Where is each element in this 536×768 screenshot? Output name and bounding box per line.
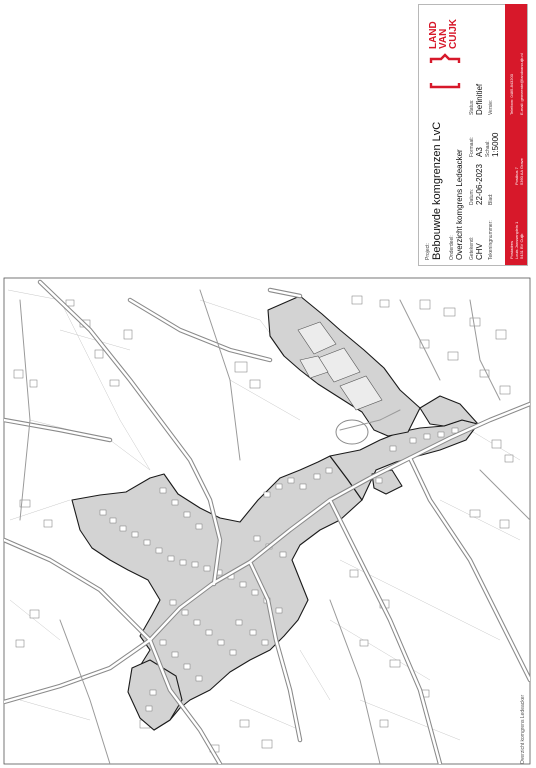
version-label: Versie: xyxy=(488,99,494,115)
footnote xyxy=(520,690,530,764)
brand-line-2: VAN xyxy=(438,28,449,49)
project-label: Project: xyxy=(425,243,431,260)
project-title: Bebouwde komgrenzen LvC xyxy=(431,121,443,260)
subject-value: Overzicht komgrens Ledeacker xyxy=(455,149,464,260)
format-value: A3 xyxy=(475,147,484,157)
status-label: Status: xyxy=(469,99,475,115)
sheet-label: Blad: xyxy=(488,193,494,205)
scale-label: Schaal: xyxy=(485,140,491,157)
title-block xyxy=(418,4,528,266)
status-value: Definitief xyxy=(475,83,484,115)
land-van-cuijk-logo-icon xyxy=(425,11,465,89)
footnote-text: Overzicht komgrens Ledeacker xyxy=(520,694,526,764)
phone-text: Telefoon: 0485-843200 xyxy=(509,74,514,115)
brand-line-1: LAND xyxy=(428,21,439,49)
scale-value: 1:5000 xyxy=(491,132,500,157)
address-line-3: 5431 BV Cuijk xyxy=(519,233,524,259)
drawing-number-label: Tekeningnummer: xyxy=(488,220,494,260)
format-label: Formaat: xyxy=(469,136,475,157)
drawn-value: CHV xyxy=(475,243,484,260)
brand-line-3: CUIJK xyxy=(448,18,459,49)
subject-label: Onderdeel: xyxy=(449,235,455,260)
title-block-footer xyxy=(505,4,527,265)
date-value: 22-06-2023 xyxy=(475,164,484,205)
visit-line-2: 5360 AA Grave xyxy=(519,158,524,185)
date-label: Datum: xyxy=(469,188,475,205)
visit-line-1: Postbus 7 xyxy=(514,167,519,185)
address-line-1: Postadres xyxy=(509,240,514,259)
email-link[interactable]: E-mail: gemeente@landvancuijk.nl xyxy=(519,53,524,115)
drawn-label: Getekend: xyxy=(469,236,475,260)
address-line-2: Louis Janssenplein 1 xyxy=(514,221,519,259)
brand-bracket-icon xyxy=(425,53,465,89)
